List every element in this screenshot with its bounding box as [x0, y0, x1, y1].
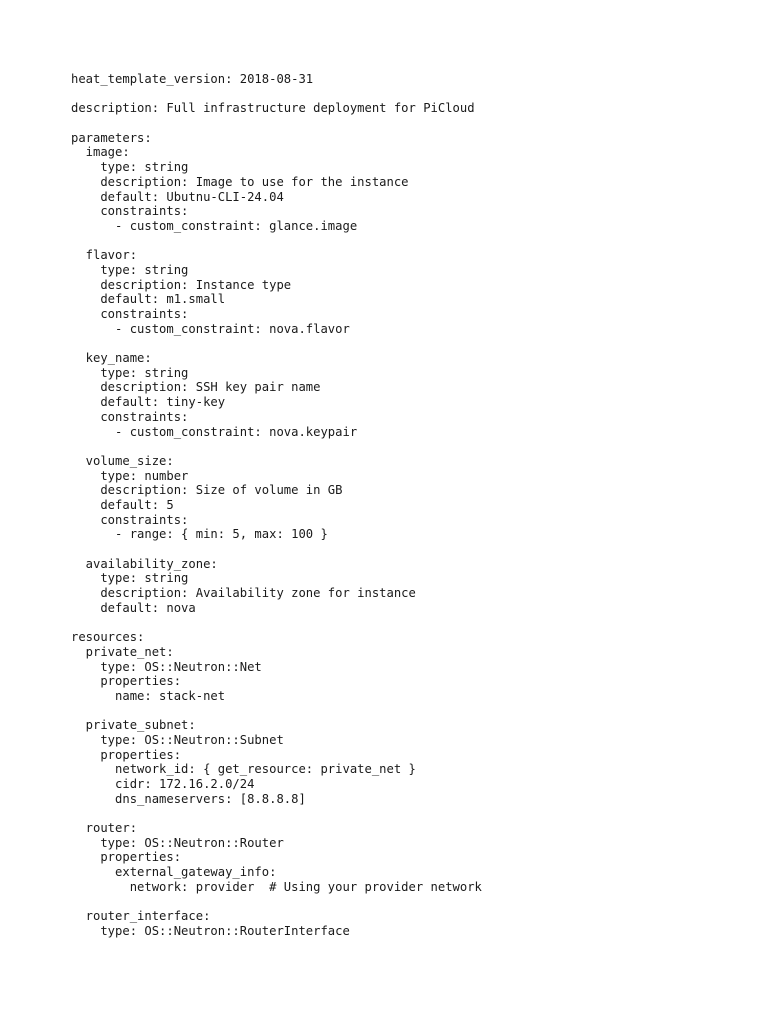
code-line: default: nova	[71, 600, 196, 615]
code-line: parameters:	[71, 130, 152, 145]
code-line: type: OS::Neutron::Router	[71, 835, 284, 850]
code-line: description: Size of volume in GB	[71, 483, 343, 498]
code-line: description: Availability zone for instance	[71, 586, 416, 601]
code-line: - range: { min: 5, max: 100 }	[71, 527, 328, 542]
blank-line	[71, 116, 482, 131]
code-line: type: number	[71, 468, 189, 483]
code-line: description: SSH key pair name	[71, 380, 321, 395]
code-line: image:	[71, 145, 130, 160]
blank-line	[71, 87, 482, 102]
code-line: constraints:	[71, 409, 189, 424]
code-line: router:	[71, 821, 138, 836]
code-line: constraints:	[71, 204, 189, 219]
code-line: dns_nameservers: [8.8.8.8]	[71, 791, 306, 806]
code-line: cidr: 172.16.2.0/24	[71, 777, 255, 791]
code-line: flavor:	[71, 248, 138, 263]
code-line: default: m1.small	[71, 292, 226, 307]
code-line: constraints:	[71, 307, 189, 321]
code-line: network_id: { get_resource: private_net }	[71, 762, 416, 777]
code-line: key_name:	[71, 351, 152, 366]
code-line: private_net:	[71, 644, 174, 659]
code-line: type: OS::Neutron::RouterInterface	[71, 923, 350, 938]
blank-line	[71, 704, 482, 719]
blank-line	[71, 615, 482, 630]
code-line: properties:	[71, 747, 182, 762]
code-line: description: Instance type	[71, 277, 292, 292]
code-line: properties:	[71, 850, 182, 865]
code-line: default: tiny-key	[71, 395, 226, 410]
code-line: type: string	[71, 262, 189, 277]
code-line: private_subnet:	[71, 718, 196, 733]
code-line: type: string	[71, 571, 189, 586]
code-line: name: stack-net	[71, 688, 226, 703]
blank-line	[71, 336, 482, 351]
code-line: resources:	[71, 630, 145, 645]
code-line: properties:	[71, 674, 182, 689]
code-line: network: provider # Using your provider network	[71, 879, 482, 894]
code-line: type: OS::Neutron::Subnet	[71, 732, 284, 747]
blank-line	[71, 806, 482, 821]
blank-line	[71, 234, 482, 249]
code-line: - custom_constraint: glance.image	[71, 218, 358, 233]
code-line: default: 5	[71, 497, 174, 512]
code-line: type: OS::Neutron::Net	[71, 659, 262, 674]
code-line: external_gateway_info:	[71, 865, 277, 880]
code-line: default: Ubutnu-CLI-24.04	[71, 189, 284, 204]
code-line: description: Image to use for the instance	[71, 174, 409, 189]
blank-line	[71, 542, 482, 557]
blank-line	[71, 895, 482, 910]
heat-template-code-block	[71, 72, 482, 939]
code-line: description: Full infrastructure deployment for PiCloud	[71, 101, 475, 116]
code-line: - custom_constraint: nova.keypair	[71, 424, 358, 439]
blank-line	[71, 439, 482, 454]
code-line: heat_template_version: 2018-08-31	[71, 72, 314, 86]
code-line: volume_size:	[71, 453, 174, 468]
code-line: constraints:	[71, 512, 189, 527]
code-line: availability_zone:	[71, 556, 218, 571]
code-line: type: string	[71, 365, 189, 380]
code-line: - custom_constraint: nova.flavor	[71, 321, 350, 336]
code-line: type: string	[71, 160, 189, 175]
code-line: router_interface:	[71, 909, 211, 924]
